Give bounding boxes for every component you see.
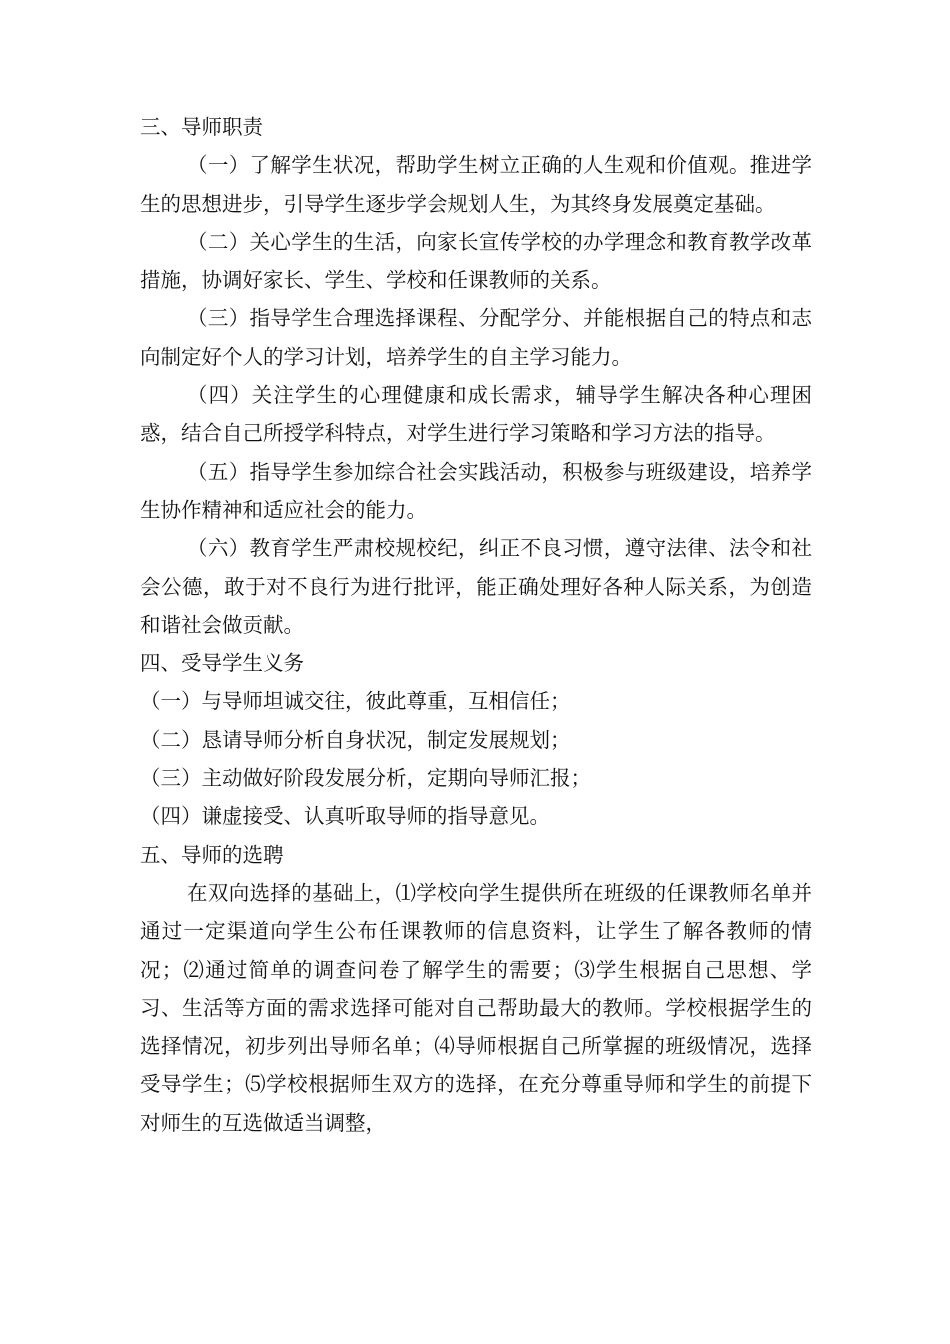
duty-3: （三）指导学生合理选择课程、分配学分、并能根据自己的特点和志向制定好个人的学习计划，培养学生的自主学习能力。 (140, 306, 812, 369)
section5-title: 五、导师的选聘 (140, 842, 284, 867)
obligation-3: （三）主动做好阶段发展分析，定期向导师汇报； (140, 766, 591, 791)
selection-text: 在双向选择的基础上，⑴学校向学生提供所在班级的任课教师名单并通过一定渠道向学生公布任课教师的信息资料，让学生了解各教师的情况；⑵通过简单的调查问卷了解学生的需要；⑶学生根据自己思想、学习、生活等方面的需求选择可能对自己帮助最大的教师。学校根据学生的选择情况，初步列出导师名单；⑷导师根据自己所掌握的班级情况，选择受导学生；⑸学校根据师生双方的选择，在充分尊重导师和学生的前提下对师生的互选做适当调整， (140, 880, 812, 1135)
duty-1: （一）了解学生状况，帮助学生树立正确的人生观和价值观。推进学生的思想进步，引导学生逐步学会规划人生，为其终身发展奠定基础。 (140, 153, 812, 216)
obligation-4: （四）谦虚接受、认真听取导师的指导意见。 (140, 804, 550, 829)
document-page (140, 108, 812, 1142)
duty-4: （四）关注学生的心理健康和成长需求，辅导学生解决各种心理困惑，结合自己所授学科特点，对学生进行学习策略和学习方法的指导。 (140, 383, 812, 446)
obligation-2: （二）恳请导师分析自身状况，制定发展规划； (140, 727, 571, 752)
duty-6: （六）教育学生严肃校规校纪，纠正不良习惯，遵守法律、法令和社会公德，敢于对不良行为进行批评，能正确处理好各种人际关系，为创造和谐社会做贡献。 (140, 536, 812, 637)
duty-2: （二）关心学生的生活，向家长宣传学校的办学理念和教育教学改革措施，协调好家长、学生、学校和任课教师的关系。 (140, 229, 812, 293)
section4-title: 四、受导学生义务 (140, 651, 304, 676)
section3-title: 三、导师职责 (140, 115, 263, 139)
duty-5: （五）指导学生参加综合社会实践活动，积极参与班级建设，培养学生协作精神和适应社会的能力。 (140, 459, 812, 522)
obligation-1: （一）与导师坦诚交往，彼此尊重，互相信任； (140, 689, 571, 714)
